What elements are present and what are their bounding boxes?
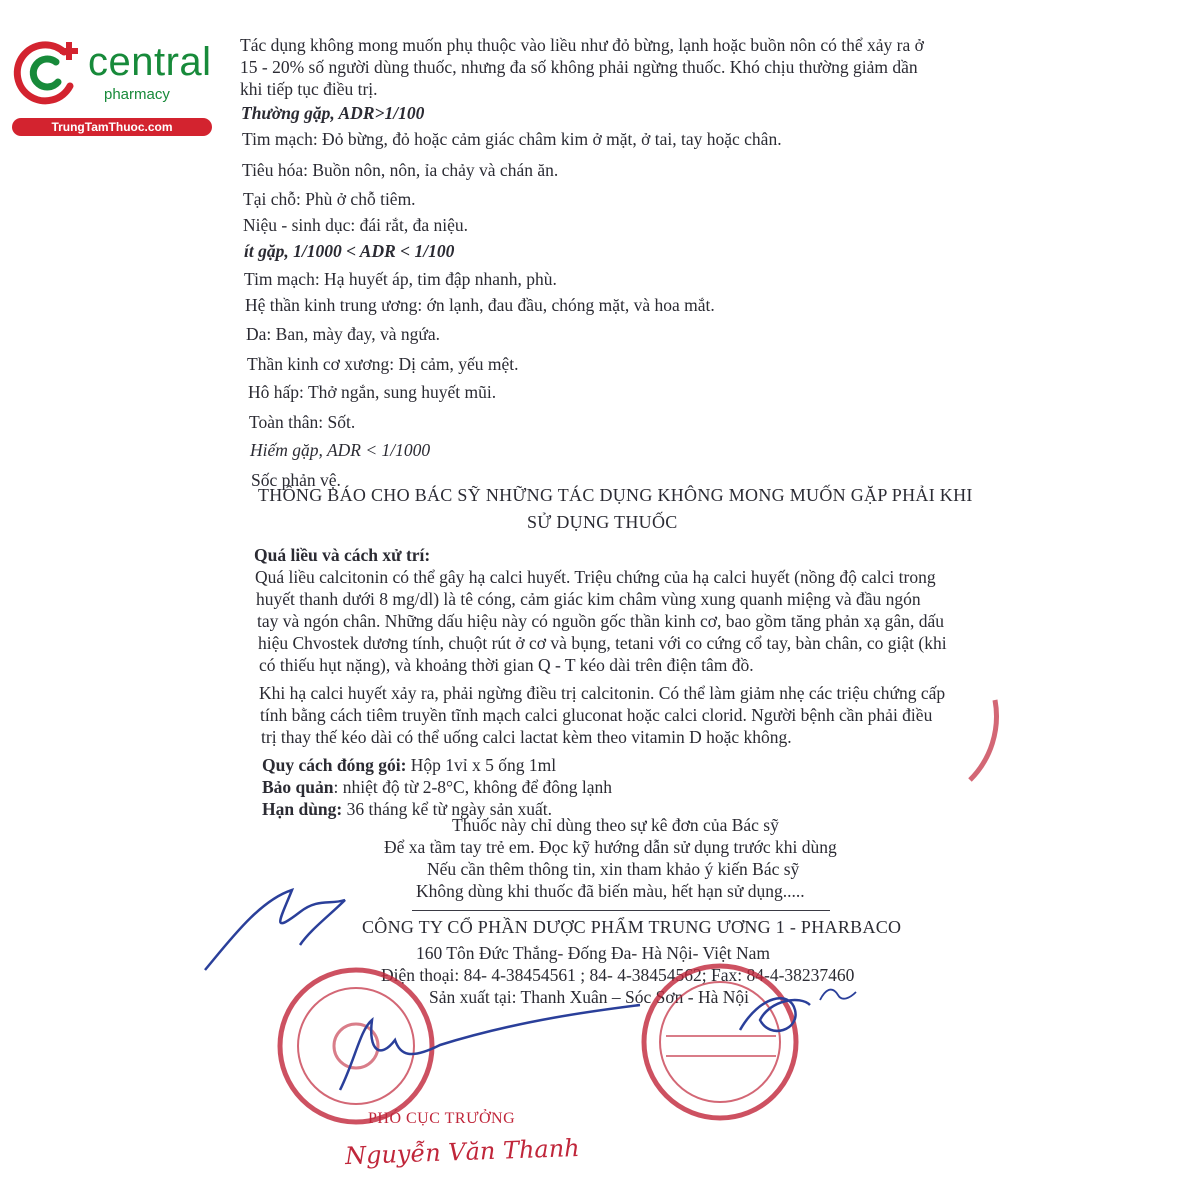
signatory-title: PHÓ CỤC TRƯỞNG xyxy=(368,1110,516,1127)
paragraph-line: Quá liều calcitonin có thể gây hạ calci huyết. Triệu chứng của hạ calci huyết (nồng độ calci trong xyxy=(255,567,936,587)
notice-heading: THÔNG BÁO CHO BÁC SỸ NHỮNG TÁC DỤNG KHÔNG MONG MUỐN GẶP PHẢI KHI xyxy=(258,485,973,505)
list-item: Tại chỗ: Phù ở chỗ tiêm. xyxy=(243,189,416,209)
paragraph-line: 15 - 20% số người dùng thuốc, nhưng đa số không phải ngừng thuốc. Khó chịu thường giảm dần xyxy=(240,57,918,77)
paragraph-line: Tác dụng không mong muốn phụ thuộc vào liều như đỏ bừng, lạnh hoặc buồn nôn có thể xảy ra ở xyxy=(240,35,924,55)
list-item: Sốc phản vệ. xyxy=(251,470,341,490)
signatory-name: Nguyễn Văn Thanh xyxy=(344,1133,581,1171)
separator-line xyxy=(412,910,830,911)
notice-line: Thuốc này chỉ dùng theo sự kê đơn của Bác sỹ xyxy=(452,815,779,835)
company-factory: Sản xuất tại: Thanh Xuân – Sóc Sơn - Hà Nội xyxy=(429,987,749,1007)
notice-line: Nếu cần thêm thông tin, xin tham khảo ý kiến Bác sỹ xyxy=(427,859,800,879)
section-heading-common: Thường gặp, ADR>1/100 xyxy=(241,103,425,123)
company-name: CÔNG TY CỔ PHẦN DƯỢC PHẨM TRUNG ƯƠNG 1 - PHARBACO xyxy=(362,917,902,937)
section-heading-uncommon: ít gặp, 1/1000 < ADR < 1/100 xyxy=(244,241,455,261)
notice-line: Để xa tầm tay trẻ em. Đọc kỹ hướng dẫn sử dụng trước khi dùng xyxy=(384,837,837,857)
storage-label: Bảo quản xyxy=(262,777,334,797)
packaging-line xyxy=(262,754,556,776)
paragraph-line: trị thay thế kéo dài có thể uống calci lactat kèm theo vitamin D hoặc không. xyxy=(261,727,792,747)
section-heading-overdose: Quá liều và cách xử trí: xyxy=(254,545,431,565)
brand-name: central xyxy=(88,40,212,84)
packaging-value: Hộp 1vỉ x 5 ống 1ml xyxy=(406,755,557,775)
storage-line xyxy=(262,776,612,798)
paragraph-line: hiệu Chvostek dương tính, chuột rút ở cơ và bụng, tetani với co cứng cổ tay, bàn chân, co giật (khi xyxy=(258,633,947,653)
storage-value: : nhiệt độ từ 2-8°C, không để đông lạnh xyxy=(333,777,612,797)
list-item: Tim mạch: Đỏ bừng, đỏ hoặc cảm giác châm kim ở mặt, ở tai, tay hoặc chân. xyxy=(242,129,782,149)
paragraph-line: tay và ngón chân. Những dấu hiệu này có nguồn gốc thần kinh cơ, bao gồm tăng phản xạ gân, dấu xyxy=(257,611,944,631)
expiry-label: Hạn dùng: xyxy=(262,799,343,819)
brand-subtitle: pharmacy xyxy=(104,86,170,103)
list-item: Toàn thân: Sốt. xyxy=(249,412,356,432)
paragraph-line: tính bằng cách tiêm truyền tĩnh mạch calci gluconat hoặc calci clorid. Người bệnh cần phải điều xyxy=(260,705,933,725)
paragraph-line: huyết thanh dưới 8 mg/dl) là tê cóng, cảm giác kim châm vùng xung quanh miệng và đầu ngón xyxy=(256,589,921,609)
section-heading-rare: Hiếm gặp, ADR < 1/1000 xyxy=(250,440,431,460)
paragraph-line: có thiếu hụt nặng), và khoảng thời gian Q - T kéo dài trên điện tâm đồ. xyxy=(259,655,754,675)
notice-line: Không dùng khi thuốc đã biến màu, hết hạn sử dụng..... xyxy=(416,881,805,901)
list-item: Thần kinh cơ xương: Dị cảm, yếu mệt. xyxy=(247,354,519,374)
list-item: Tiêu hóa: Buồn nôn, nôn, ỉa chảy và chán ăn. xyxy=(242,160,559,180)
list-item: Hô hấp: Thở ngắn, sung huyết mũi. xyxy=(248,382,497,402)
list-item: Tim mạch: Hạ huyết áp, tim đập nhanh, phù. xyxy=(244,269,557,289)
list-item: Hệ thần kinh trung ương: ớn lạnh, đau đầu, chóng mặt, và hoa mắt. xyxy=(245,295,715,315)
packaging-label: Quy cách đóng gói: xyxy=(262,755,407,775)
company-phone: Điện thoại: 84- 4-38454561 ; 84- 4-38454562; Fax: 84-4-38237460 xyxy=(381,965,855,985)
paragraph-line: khi tiếp tục điều trị. xyxy=(240,79,378,99)
list-item: Da: Ban, mày đay, và ngứa. xyxy=(246,324,440,344)
notice-heading: SỬ DỤNG THUỐC xyxy=(527,512,678,532)
list-item: Niệu - sinh dục: đái rắt, đa niệu. xyxy=(243,215,469,235)
paragraph-line: Khi hạ calci huyết xảy ra, phải ngừng điều trị calcitonin. Có thể làm giảm nhẹ các triệu chứng cấp xyxy=(259,683,946,703)
site-url-badge: TrungTamThuoc.com xyxy=(12,118,212,136)
company-address: 160 Tôn Đức Thắng- Đống Đa- Hà Nội- Việt Nam xyxy=(416,943,770,963)
expiry-value: 36 tháng kể từ ngày sản xuất. xyxy=(342,799,552,819)
